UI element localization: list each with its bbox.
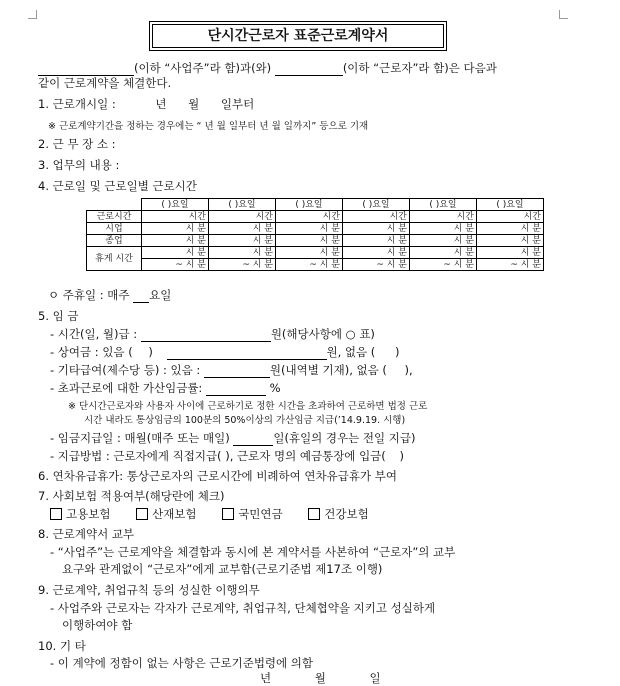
insurance-options: 고용보험 산재보험 국민연금 건강보험 (50, 506, 369, 522)
section-9: 9. 근로계약, 취업규칙 등의 성실한 이행의무 (38, 583, 260, 597)
section-8: 8. 근로계약서 교부 (38, 527, 135, 541)
day-cell[interactable]: ( )요일 (477, 199, 544, 211)
intro-part2: (이하 “근로자”라 함)은 다음과 (342, 61, 497, 75)
holiday-day-blank[interactable] (133, 290, 149, 303)
wage-amount-blank[interactable] (141, 329, 271, 342)
payday-blank[interactable] (233, 433, 273, 446)
wage-payday: - 임금지급일 : 매월(매주 또는 매일) 일(휴일의 경우는 전일 지급) (50, 431, 416, 445)
wage-overtime: - 초과근로에 대한 가산임금률: % (50, 381, 281, 395)
national-pension-checkbox[interactable] (222, 508, 234, 520)
wage-bonus: - 상여금 : 있음 ( ) 원, 없음 ( ) (50, 345, 400, 359)
section-2: 2. 근 무 장 소 : (38, 137, 116, 151)
industrial-accident-checkbox[interactable] (136, 508, 148, 520)
section-10: 10. 기 타 (38, 639, 86, 653)
contract-date: 년 월 일 (260, 671, 381, 685)
table-header-row (87, 199, 544, 211)
section-3: 3. 업무의 내용 : (38, 158, 120, 172)
section-9-line-2: 이행하여야 함 (62, 618, 133, 632)
other-amount-blank[interactable] (204, 365, 270, 378)
section-10-line-1: - 이 계약에 정함이 없는 사항은 근로기준법령에 의함 (50, 656, 314, 670)
employment-insurance-checkbox[interactable] (50, 508, 62, 520)
overtime-note-1: ※ 단시간근로자와 사용자 사이에 근로하기로 정한 시간을 초과하여 근로하면 법정 근로 (68, 401, 428, 412)
section-8-line-2: 요구와 관계없이 “근로자”에게 교부함(근로기준법 제17조 이행) (62, 562, 383, 576)
weekly-holiday: ㅇ 주휴일 : 매주 요일 (48, 288, 172, 302)
bonus-amount-blank[interactable] (167, 347, 327, 360)
table-row-start: 시업 시 분 시 분 시 분 시 분 시 분 시 분 (87, 223, 544, 235)
section-4: 4. 근로일 및 근로일별 근로시간 (38, 179, 197, 193)
intro-line-2: 같이 근로계약을 체결한다. (38, 76, 172, 90)
section-7: 7. 사회보험 적용여부(해당란에 체크) (38, 489, 225, 503)
day-cell[interactable]: ( )요일 (343, 199, 410, 211)
table-row-end: 종업 시 분 시 분 시 분 시 분 시 분 시 분 (87, 235, 544, 247)
overtime-rate-blank[interactable] (206, 383, 266, 396)
crop-mark-right (559, 10, 568, 19)
section-6: 6. 연차유급휴가: 통상근로자의 근로시간에 비례하여 연차유급휴가 부여 (38, 469, 397, 483)
table-row-hours: 근로시간 시간 시간 시간 시간 시간 시간 (87, 211, 544, 223)
document-title: 단시간근로자 표준근로계약서 (152, 24, 444, 48)
day-cell[interactable]: ( )요일 (276, 199, 343, 211)
intro-line-1 (38, 60, 497, 76)
section-5: 5. 임 금 (38, 309, 79, 323)
table-row-break: 휴게 시간 시 분 시 분 시 분 시 분 시 분 시 분 (87, 247, 544, 259)
section-8-line-1: - “사업주”는 근로계약을 체결함과 동시에 본 계약서를 사본하여 “근로자”의 교부 (50, 545, 456, 559)
intro-part1: (이하 “사업주”라 함)과(와) (134, 61, 272, 75)
overtime-note-2: 시간 내라도 통상임금의 100분의 50%이상의 가산임금 지급(’14.9.19. 시행) (84, 415, 406, 426)
health-insurance-checkbox[interactable] (308, 508, 320, 520)
section-1: 1. 근로개시일 : 년 월 일부터 (38, 97, 255, 111)
section-9-line-1: - 사업주와 근로자는 각자가 근로계약, 취업규칙, 단체협약을 지키고 성실하게 (50, 601, 436, 615)
day-cell[interactable]: ( )요일 (410, 199, 477, 211)
day-cell[interactable]: ( )요일 (209, 199, 276, 211)
wage-hourly: - 시간(일, 월)급 : 원(해당사항에 ○ 표) (50, 327, 375, 341)
wage-method: - 지급방법 : 근로자에게 직접지급( ), 근로자 명의 예금통장에 입금( ) (50, 449, 404, 463)
crop-mark-left (28, 10, 37, 19)
wage-other: - 기타급여(제수당 등) : 있음 : 원(내역별 기재), 없음 ( ), (50, 363, 413, 377)
employee-blank[interactable] (275, 63, 343, 76)
schedule-table (86, 198, 544, 271)
table-row-break-end: ~ 시 분 ~ 시 분 ~ 시 분 ~ 시 분 ~ 시 분 ~ 시 분 (87, 259, 544, 271)
day-cell[interactable]: ( )요일 (142, 199, 209, 211)
section-1-note: ※ 근로계약기간을 정하는 경우에는 “ 년 월 일부터 년 월 일까지” 등으로 기재 (48, 121, 369, 132)
